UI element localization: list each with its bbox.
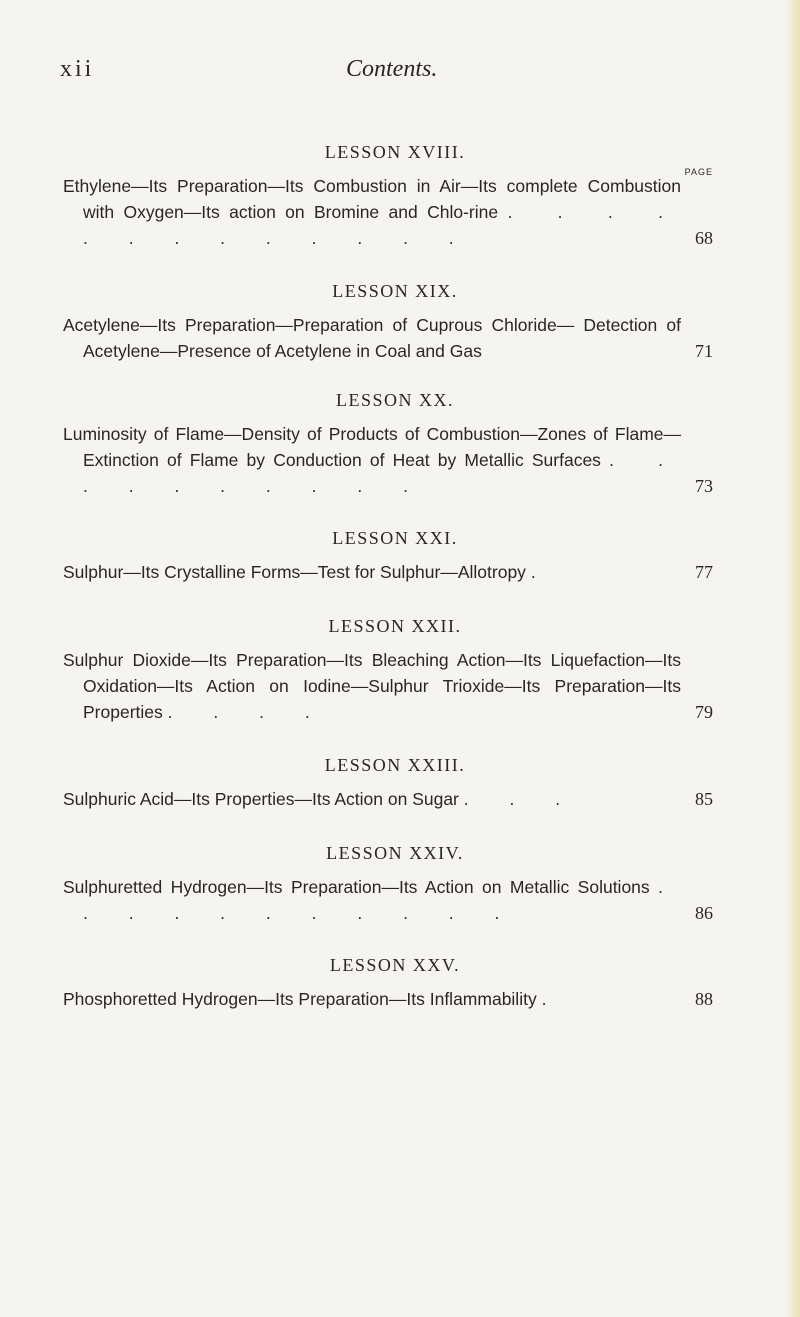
dot-leader: . . . . . . . . . .	[83, 450, 681, 496]
lesson-entry	[63, 312, 713, 364]
lesson-xviii	[63, 142, 713, 251]
dot-leader: . . . . . . . . . . .	[83, 877, 681, 923]
entry-page-number: 73	[695, 476, 713, 496]
dot-leader: .	[541, 989, 565, 1009]
page-edge	[786, 0, 800, 1317]
lesson-entry	[63, 986, 713, 1012]
lesson-title: LESSON XXV.	[329, 955, 461, 975]
dot-leader: .	[530, 562, 554, 582]
lesson-title: LESSON XXII.	[328, 616, 462, 636]
entry-page-number: 77	[695, 562, 713, 582]
entry-text: Sulphur Dioxide—Its Preparation—Its Bleaching Action—Its Liquefaction—Its Oxidation—Its Action on Iodine—Sulphur Trioxide—Its Preparation—Its Properties	[63, 650, 681, 722]
page-header	[60, 56, 740, 96]
dot-leader: . . . .	[167, 702, 328, 722]
lesson-title: LESSON XX.	[335, 390, 454, 410]
dot-leader: . . .	[463, 789, 579, 809]
lesson-xxi	[63, 528, 713, 585]
entry-page-number: 85	[695, 789, 713, 809]
lesson-entry	[63, 421, 713, 499]
page-column-label: PAGE	[684, 167, 713, 177]
running-title: Contents.	[346, 56, 438, 82]
lesson-xix	[63, 281, 713, 364]
lesson-title: LESSON XVIII.	[324, 142, 466, 162]
lesson-entry	[63, 647, 713, 725]
lesson-entry	[63, 167, 713, 251]
lesson-entry	[63, 786, 713, 812]
lesson-xxiii	[63, 755, 713, 812]
lesson-xxv	[63, 955, 713, 1012]
entry-text: Acetylene—Its Preparation—Preparation of Cuprous Chloride— Detection of Acetylene—Presence of Acetylene in Coal and Gas	[63, 315, 681, 361]
entry-text: Sulphuric Acid—Its Properties—Its Action on Sugar	[63, 789, 459, 809]
lesson-title: LESSON XXIV.	[326, 843, 464, 863]
lesson-title: LESSON XXI.	[332, 528, 458, 548]
entry-page-number: 86	[695, 903, 713, 923]
lesson-xxii	[63, 616, 713, 725]
lesson-xxiv	[63, 843, 713, 926]
dot-leader: . . . . . . . . . . . . .	[83, 202, 681, 248]
entry-text: Sulphuretted Hydrogen—Its Preparation—Its Action on Metallic Solutions	[63, 877, 650, 897]
lesson-xx	[63, 390, 713, 499]
entry-page-number: 71	[695, 341, 713, 361]
entry-text: Ethylene—Its Preparation—Its Combustion in Air—Its complete Combustion with Oxygen—Its action on Bromine and Chlo-rine	[63, 176, 681, 222]
entry-text: Phosphoretted Hydrogen—Its Preparation—Its Inflammability	[63, 989, 537, 1009]
lesson-title: LESSON XXIII.	[324, 755, 466, 775]
lesson-entry	[63, 559, 713, 585]
entry-page-number: 79	[695, 702, 713, 722]
lesson-title: LESSON XIX.	[332, 281, 458, 301]
entry-text: Luminosity of Flame—Density of Products of Combustion—Zones of Flame—Extinction of Flame by Conduction of Heat by Metallic Surfaces	[63, 424, 681, 470]
entry-page-number: 68	[695, 228, 713, 248]
page-number: xii	[60, 56, 95, 82]
entry-page-number: 88	[695, 989, 713, 1009]
entry-text: Sulphur—Its Crystalline Forms—Test for Sulphur—Allotropy	[63, 562, 526, 582]
lesson-entry	[63, 874, 713, 926]
